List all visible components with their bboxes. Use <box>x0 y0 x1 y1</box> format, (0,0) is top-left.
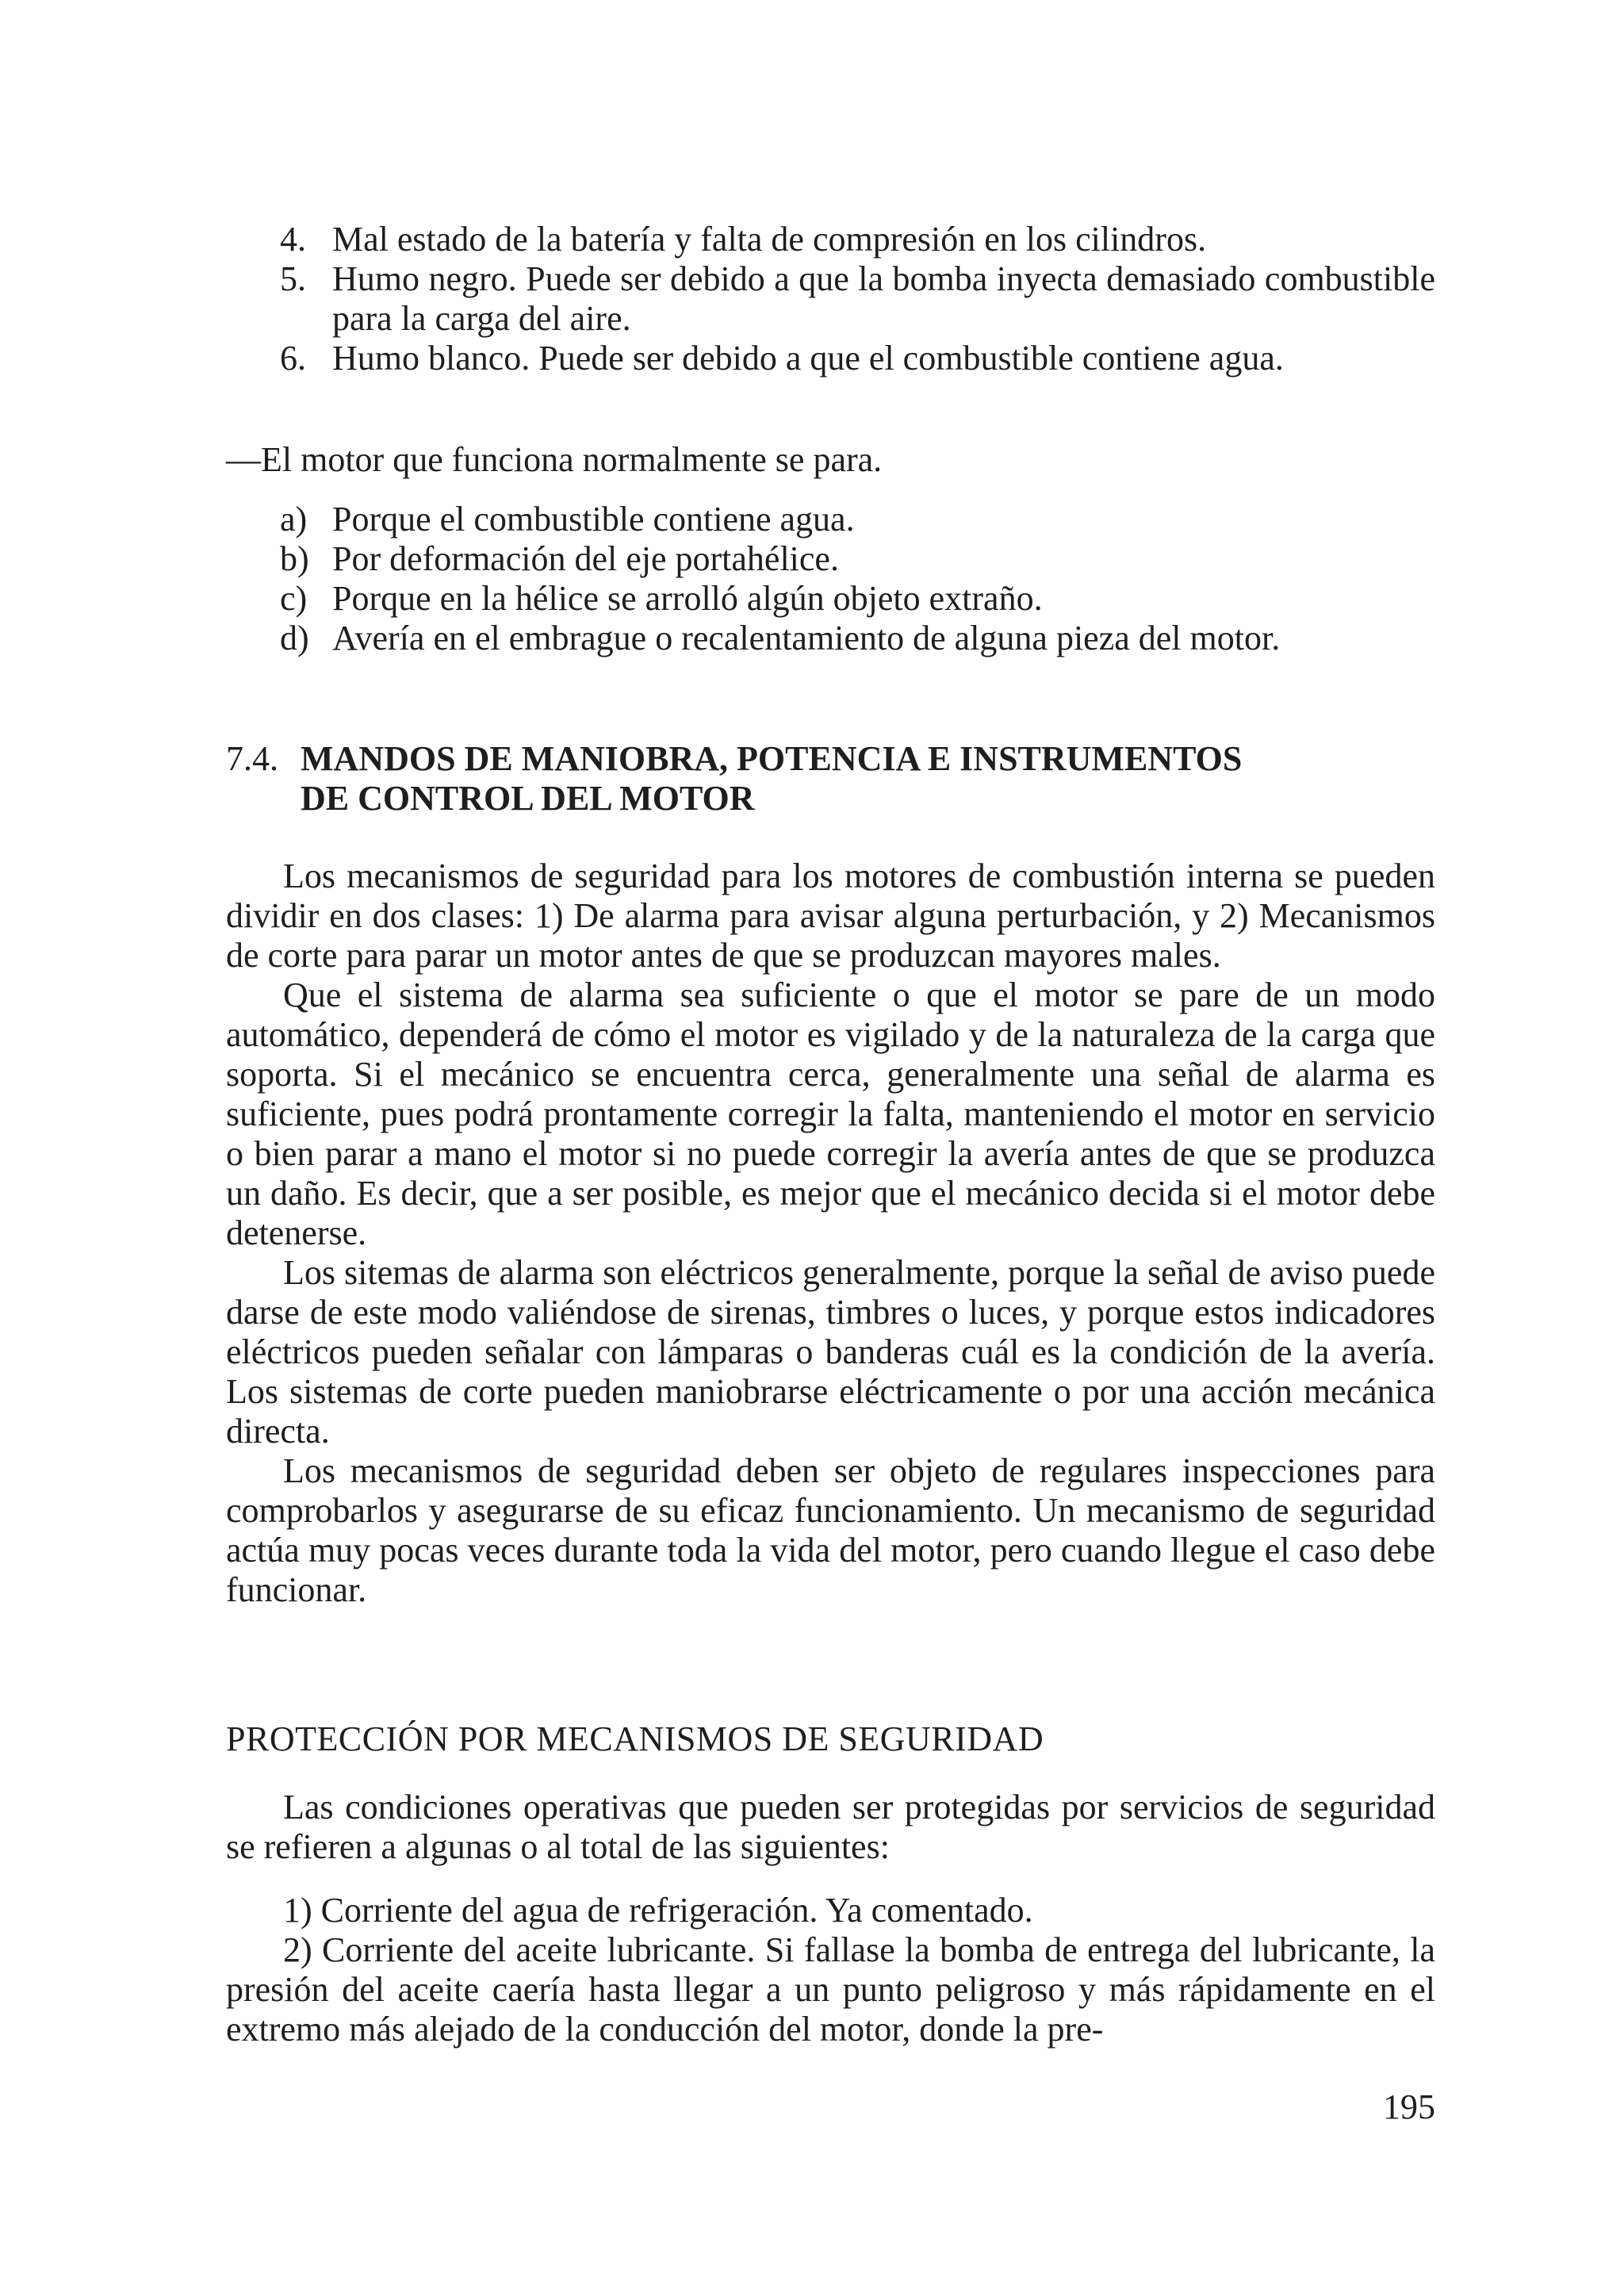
subsection-body <box>226 1788 1435 1867</box>
section-heading <box>226 739 1435 818</box>
subsection-items <box>226 1891 1435 2049</box>
paragraph: 1) Corriente del agua de refrigeración. Ya comentado. <box>283 1891 1033 1930</box>
paragraph: Que el sistema de alarma sea suficiente o que el motor se pare de un modo automático, dependerá de cómo el motor es vigilado y de la naturaleza de la carga que soporta. Si el mecánico se encuentra cerca, generalmente una señal de alarma es suficiente, pues podrá prontamente corregir la falta, manteniendo el motor en servicio o bien parar a mano el motor si no puede corregir la avería antes de que se produzca un daño. Es decir, que a ser posible, es mejor que el mecánico decida si el motor debe detenerse. <box>226 976 1435 1252</box>
list-marker: c) <box>280 579 308 618</box>
list-item <box>226 220 1435 259</box>
paragraph: Las condiciones operativas que pueden ser protegidas por servicios de seguridad se refieren a algunas o al total de las siguientes: <box>226 1788 1435 1866</box>
list-marker: b) <box>280 539 309 578</box>
list-text: Humo negro. Puede ser debido a que la bomba inyecta demasiado combustible para la carga del aire. <box>332 259 1435 338</box>
list-item <box>226 619 1435 658</box>
list-text: Porque el combustible contiene agua. <box>332 500 855 539</box>
list-text: Mal estado de la batería y falta de compresión en los cilindros. <box>332 220 1207 259</box>
list-item <box>226 500 1435 539</box>
lettered-list <box>226 500 1435 658</box>
paragraph: 2) Corriente del aceite lubricante. Si fallase la bomba de entrega del lubricante, la presión del aceite caería hasta llegar a un punto peligroso y más rápidamente en el extremo más alejado de la conducción del motor, donde la pre- <box>226 1930 1435 2049</box>
list-item <box>226 579 1435 619</box>
list-text: Avería en el embrague o recalentamiento de alguna pieza del motor. <box>332 619 1281 657</box>
list-marker: 5. <box>280 259 306 298</box>
list-marker: 6. <box>280 339 306 378</box>
dash-item: —El motor que funciona normalmente se para. <box>226 440 883 479</box>
subheading: PROTECCIÓN POR MECANISMOS DE SEGURIDAD <box>226 1719 1044 1758</box>
numbered-list <box>226 220 1435 378</box>
list-marker: a) <box>280 500 308 539</box>
list-text: Humo blanco. Puede ser debido a que el combustible contiene agua. <box>332 339 1284 378</box>
section-body <box>226 857 1435 1610</box>
section-title: MANDOS DE MANIOBRA, POTENCIA E INSTRUMENTOS DE CONTROL DEL MOTOR <box>301 739 1243 818</box>
paragraph: Los sitemas de alarma son eléctricos generalmente, porque la señal de aviso puede darse de este modo valiéndose de sirenas, timbres o luces, y porque estos indicadores eléctricos pueden señalar con lámparas o banderas cuál es la condición de la avería. Los sistemas de corte pueden maniobrarse eléctricamente o por una acción mecánica directa. <box>226 1253 1435 1451</box>
section-number: 7.4. <box>226 739 278 778</box>
list-marker: 4. <box>280 220 306 259</box>
paragraph: Los mecanismos de seguridad deben ser objeto de regulares inspecciones para comprobarlos y asegurarse de su eficaz funcionamiento. Un mecanismo de seguridad actúa muy pocas veces durante toda la vida del motor, pero cuando llegue el caso debe funcionar. <box>226 1451 1435 1609</box>
page-number: 195 <box>1383 2087 1435 2126</box>
list-item <box>226 339 1435 378</box>
paragraph: Los mecanismos de seguridad para los motores de combustión interna se pueden dividir en dos clases: 1) De alarma para avisar alguna perturbación, y 2) Mecanismos de corte para parar un motor antes de que se produzcan mayores males. <box>226 857 1435 975</box>
list-text: Por deformación del eje portahélice. <box>332 539 839 578</box>
list-text: Porque en la hélice se arrolló algún objeto extraño. <box>332 579 1043 618</box>
list-item <box>226 259 1435 339</box>
list-marker: d) <box>280 619 309 657</box>
list-item <box>226 539 1435 579</box>
